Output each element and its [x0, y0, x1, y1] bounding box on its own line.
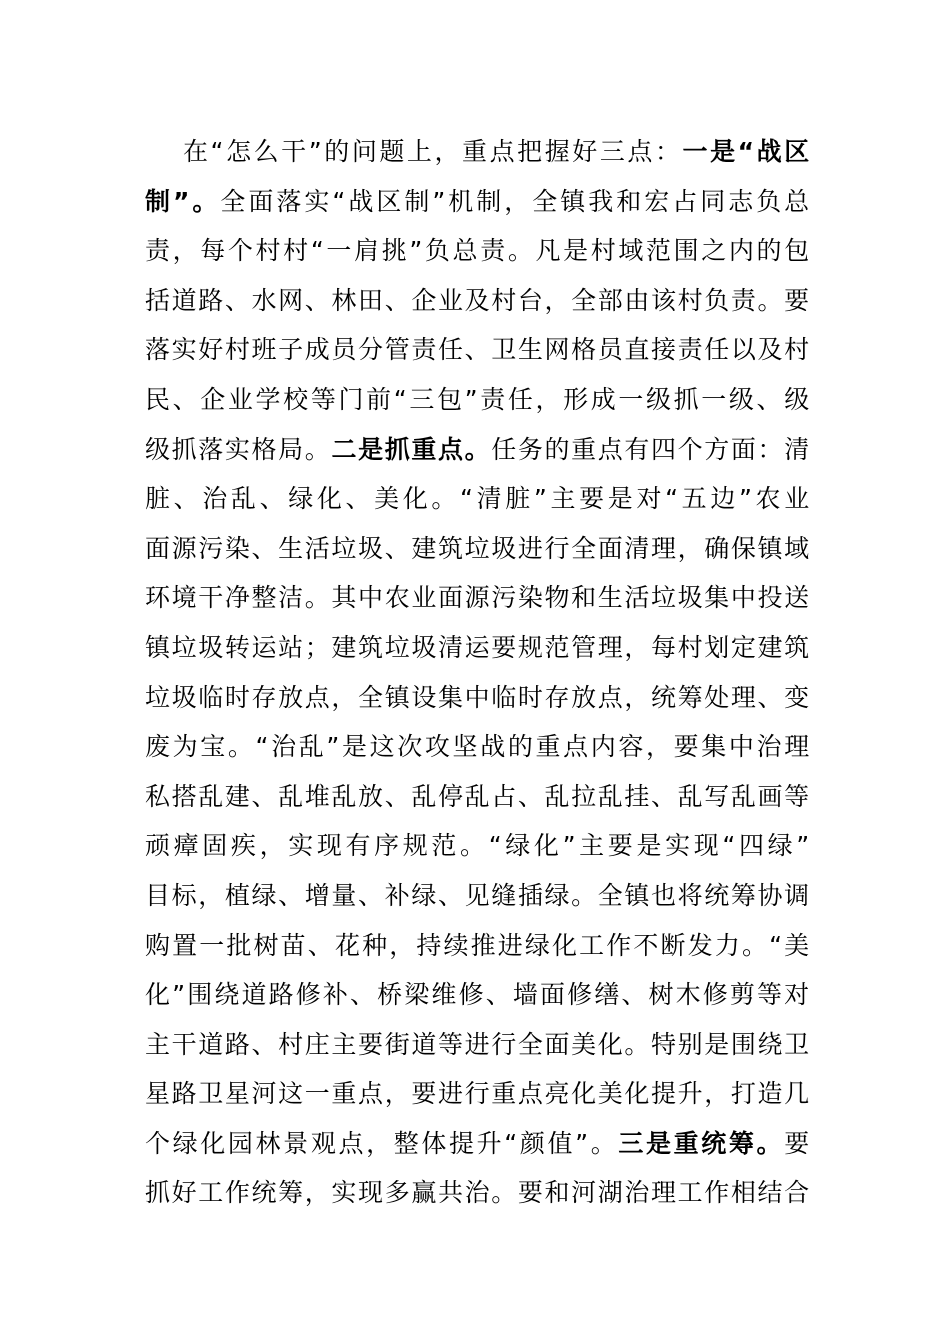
body-text: 化”围绕道路修补、桥梁维修、墙面修缮、树木修剪等对	[145, 980, 810, 1010]
body-text: 星路卫星河这一重点，要进行重点亮化美化提升，打造几	[145, 1079, 810, 1109]
body-text: 个绿化园林景观点，整体提升“颜值”。	[145, 1128, 619, 1158]
paragraph-line	[145, 772, 810, 822]
body-text: 要	[784, 1128, 810, 1158]
paragraph-line	[145, 722, 810, 772]
body-text: 顽瘴固疾，实现有序规范。“绿化”主要是实现“四绿”	[145, 831, 810, 861]
body-text: 脏、治乱、绿化、美化。“清脏”主要是对“五边”农业	[145, 484, 810, 514]
body-text: 目标，植绿、增量、补绿、见缝插绿。全镇也将统筹协调	[145, 880, 810, 910]
bold-heading-text: 制”。	[145, 186, 221, 216]
paragraph-line	[145, 276, 810, 326]
paragraph-line	[145, 524, 810, 574]
paragraph-line	[145, 325, 810, 375]
paragraph-line	[145, 177, 810, 227]
body-text: 购置一批树苗、花种，持续推进绿化工作不断发力。“美	[145, 930, 810, 960]
paragraph-line	[145, 425, 810, 475]
paragraph-line	[145, 673, 810, 723]
paragraph-line	[145, 1020, 810, 1070]
body-text: 面源污染、生活垃圾、建筑垃圾进行全面清理，确保镇域	[145, 533, 810, 563]
paragraph-line	[145, 623, 810, 673]
body-text: 垃圾临时存放点，全镇设集中临时存放点，统筹处理、变	[145, 682, 810, 712]
body-text: 民、企业学校等门前“三包”责任，形成一级抓一级、级	[145, 384, 810, 414]
paragraph-line	[145, 1069, 810, 1119]
paragraph-line	[145, 474, 810, 524]
bold-heading-text: 三是重统筹。	[618, 1128, 785, 1158]
paragraph-line	[145, 1119, 810, 1169]
bold-heading-text: 一是“战区	[682, 137, 810, 166]
paragraph-line	[145, 127, 810, 177]
body-text: 括道路、水网、林田、企业及村台，全部由该村负责。要	[145, 285, 810, 315]
paragraph-line	[145, 921, 810, 971]
paragraph-line	[145, 573, 810, 623]
paragraph-line	[145, 375, 810, 425]
body-text: 废为宝。“治乱”是这次攻坚战的重点内容，要集中治理	[145, 732, 810, 762]
body-text: 抓好工作统筹，实现多赢共治。要和河湖治理工作相结合	[145, 1178, 810, 1208]
bold-heading-text: 二是抓重点。	[331, 434, 492, 464]
paragraph-line	[145, 970, 810, 1020]
paragraph-line	[145, 821, 810, 871]
body-text: 在“怎么干”的问题上，重点把握好三点：	[183, 137, 683, 166]
body-text: 镇垃圾转运站；建筑垃圾清运要规范管理，每村划定建筑	[145, 632, 810, 662]
body-text: 责，每个村村“一肩挑”负总责。凡是村域范围之内的包	[145, 236, 810, 266]
body-text: 任务的重点有四个方面：清	[491, 434, 810, 464]
paragraph-line	[145, 1168, 810, 1218]
body-text: 私搭乱建、乱堆乱放、乱停乱占、乱拉乱挂、乱写乱画等	[145, 781, 810, 811]
paragraph-line	[145, 871, 810, 921]
body-text: 主干道路、村庄主要街道等进行全面美化。特别是围绕卫	[145, 1029, 810, 1059]
body-text: 环境干净整洁。其中农业面源污染物和生活垃圾集中投送	[145, 583, 810, 613]
body-text: 落实好村班子成员分管责任、卫生网格员直接责任以及村	[145, 335, 810, 365]
body-text: 全面落实“战区制”机制，全镇我和宏占同志负总	[220, 186, 810, 216]
body-paragraph	[145, 127, 810, 1218]
paragraph-line	[145, 226, 810, 276]
body-text: 级抓落实格局。	[145, 434, 332, 464]
